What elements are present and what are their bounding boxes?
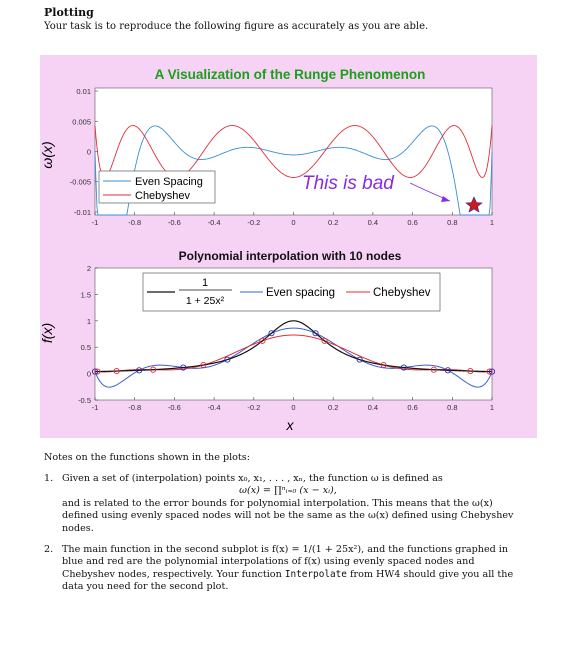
- y-tick-label: 0.5: [80, 343, 91, 353]
- y-tick-label: 0: [86, 147, 91, 157]
- x-tick-label: -0.6: [167, 403, 181, 412]
- x-tick-label: 0: [291, 403, 296, 412]
- top-legend-cheb-label: Chebyshev: [135, 190, 191, 202]
- note-2-text-a: The main function in the second subplot is f(x) = 1/(1 + 25x²), and the functions graphed in blue and red are the polynomial interpolations of f(x) using evenly spaced nodes and Chebyshev nodes, respectively. Your function: [62, 543, 509, 580]
- x-tick-label: 0: [291, 218, 296, 227]
- x-tick-label: 0.4: [367, 403, 379, 412]
- top-legend-even-label: Even Spacing: [135, 176, 203, 188]
- x-tick-label: -0.2: [247, 218, 261, 227]
- x-tick-label: 0.8: [447, 403, 458, 412]
- x-tick-label: 1: [489, 218, 495, 227]
- bottom-legend-cheb-label: Chebyshev: [373, 287, 431, 299]
- note-2-text-b: from HW4 should give you all the data you need for the second plot.: [62, 568, 514, 593]
- y-tick-label: 1: [86, 316, 91, 326]
- x-tick-label: 0.8: [447, 218, 458, 227]
- y-tick-label: -0.01: [73, 207, 91, 217]
- x-tick-label: -0.6: [167, 218, 181, 227]
- x-tick-label: -0.4: [207, 403, 221, 412]
- legend-fraction-numerator: 1: [201, 277, 209, 289]
- section-title: Plotting: [44, 6, 94, 19]
- x-tick-label: -0.2: [247, 403, 261, 412]
- note-item-1: [44, 473, 514, 536]
- x-tick-label: -0.8: [128, 218, 142, 227]
- y-tick-label: 0.01: [76, 87, 91, 97]
- y-tick-label: 2: [86, 264, 91, 273]
- annotation-text: This is bad: [302, 173, 394, 194]
- bottom-y-axis-label: f(x): [40, 322, 55, 344]
- bottom-legend-even-label: Even spacing: [266, 287, 336, 299]
- note-2-code: Interpolate: [284, 568, 347, 580]
- x-tick-label: 1: [489, 403, 495, 412]
- top-y-axis-label: ω(x): [40, 141, 55, 169]
- figure-panel: [40, 55, 537, 438]
- note-item-2: [44, 544, 514, 594]
- y-tick-label: 1.5: [80, 290, 91, 300]
- note-1-text-b: and is related to the error bounds for polynomial interpolation. This means that the ω(x) defined using evenly spaced nodes will not be the same as the ω(x) defined using Chebyshev nodes.: [62, 497, 514, 534]
- x-tick-label: 0.6: [407, 218, 418, 227]
- x-tick-label: -1: [91, 403, 99, 412]
- x-tick-label: 0.2: [327, 218, 339, 227]
- notes-intro: Notes on the functions shown in the plots:: [44, 452, 250, 463]
- y-tick-label: -0.5: [78, 396, 91, 405]
- bottom-chart-title: Polynomial interpolation with 10 nodes: [178, 249, 402, 263]
- figure-svg: [40, 55, 537, 438]
- note-number-2: 2.: [44, 543, 54, 555]
- note-1-text-a: Given a set of (interpolation) points x₀, x₁, . . . , xₙ, the function ω is defined as: [62, 472, 443, 484]
- x-tick-label: 0.2: [327, 403, 339, 412]
- task-description: Your task is to reproduce the following figure as accurately as you are able.: [44, 21, 429, 32]
- x-tick-label: 0.4: [367, 218, 379, 227]
- x-tick-label: 0.6: [407, 403, 418, 412]
- top-chart-title: A Visualization of the Runge Phenomenon: [154, 67, 426, 82]
- y-tick-label: 0: [86, 369, 91, 379]
- top-y-ticks: [70, 87, 98, 217]
- x-tick-label: -0.4: [207, 218, 221, 227]
- x-tick-label: -0.8: [128, 403, 142, 412]
- bottom-x-axis-label: x: [286, 417, 294, 433]
- notes-section: [44, 452, 514, 594]
- y-tick-label: -0.005: [69, 177, 91, 187]
- x-tick-label: -1: [91, 218, 99, 227]
- note-2-text: [62, 544, 514, 594]
- y-tick-label: 0.005: [72, 117, 91, 127]
- legend-fraction-denominator: 1 + 25x²: [185, 295, 225, 307]
- note-number-1: 1.: [44, 472, 54, 484]
- note-1-equation: ω(x) = ∏ⁿᵢ₌₀ (x − xᵢ),: [239, 485, 337, 497]
